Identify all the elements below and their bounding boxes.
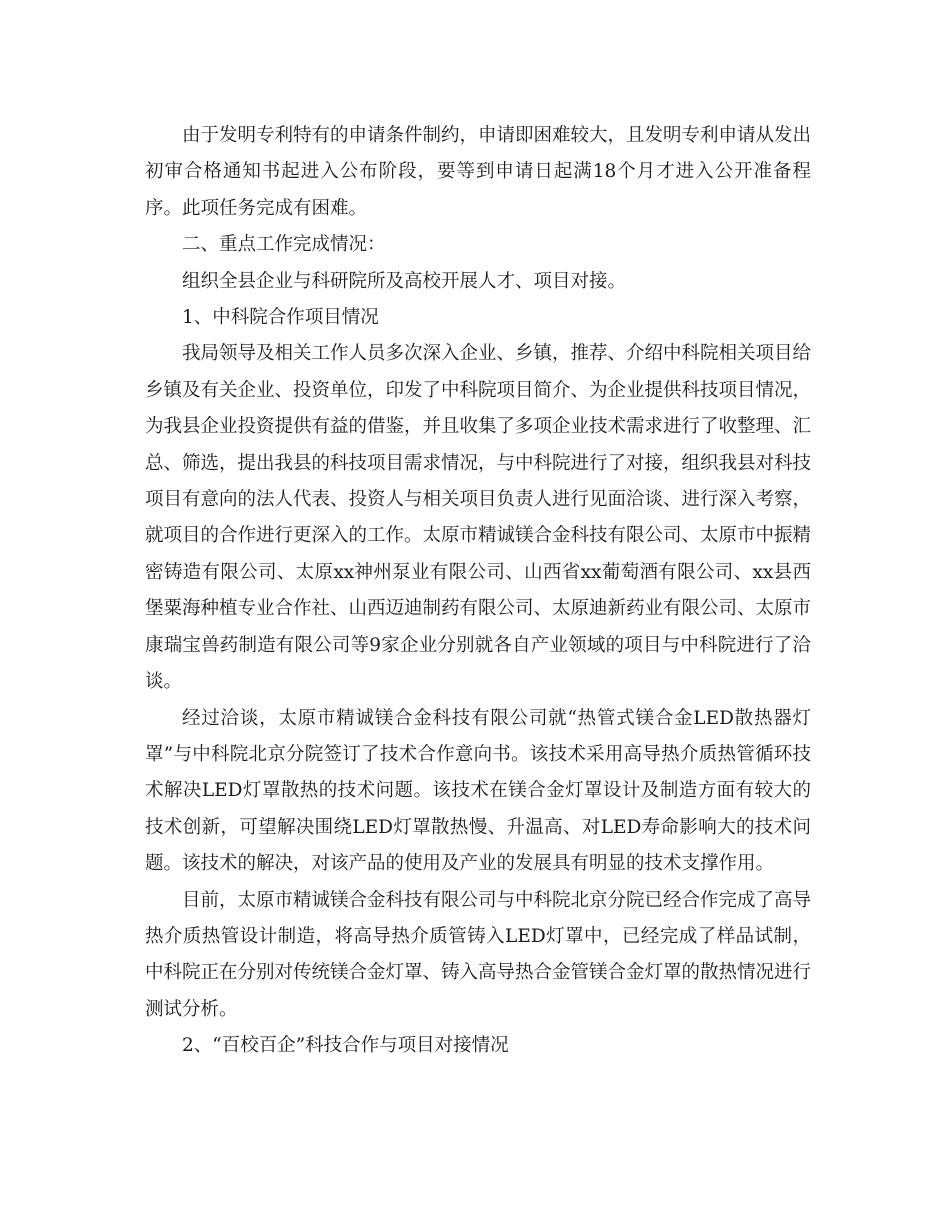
paragraph-led-agreement: 经过洽谈，太原市精诚镁合金科技有限公司就“热管式镁合金LED散热器灯罩”与中科院北京分院签订了技术合作意向书。该技术采用高导热介质热管循环技术解决LED灯罩散热的技术问题。该技术在镁合金灯罩设计及制造方面有较大的技术创新，可望解决围绕LED灯罩散热慢、升温高、对LED寿命影响大的技术问题。该技术的解决，对该产品的使用及产业的发展具有明显的技术支撑作用。	[145, 707, 811, 875]
subheading-cas-cooperation: 1、中科院合作项目情况	[182, 307, 379, 329]
paragraph-cas-projects: 我局领导及相关工作人员多次深入企业、乡镇，推荐、介绍中科院相关项目给乡镇及有关企业、投资单位，印发了中科院项目简介、为企业提供科技项目情况，为我县企业投资提供有益的借鉴，并且收集了多项企业技术需求进行了收整理、汇总、筛选，提出我县的科技项目需求情况，与中科院进行了对接，组织我县对科技项目有意向的法人代表、投资人与相关项目负责人进行见面洽谈、进行深入考察，就项目的合作进行更深入的工作。太原市精诚镁合金科技有限公司、太原市中振精密铸造有限公司、太原xx神州泵业有限公司、山西省xx葡萄酒有限公司、xx县西堡粟海种植专业合作社、山西迈迪制药有限公司、太原迪新药业有限公司、太原市康瑞宝兽药制造有限公司等9家企业分别就各自产业领域的项目与中科院进行了洽谈。	[145, 343, 812, 693]
document-body	[145, 118, 811, 1065]
paragraph-current-progress: 目前，太原市精诚镁合金科技有限公司与中科院北京分院已经合作完成了高导热介质热管设计制造，将高导热介质管铸入LED灯罩中，已经完成了样品试制，中科院正在分别对传统镁合金灯罩、铸入高导热合金管镁合金灯罩的散热情况进行测试分析。	[145, 889, 812, 1020]
paragraph-patent-difficulty: 由于发明专利特有的申请条件制约，申请即困难较大，且发明专利申请从发出初审合格通知书起进入公布阶段，要等到申请日起满18个月才进入公开准备程序。此项任务完成有困难。	[145, 125, 812, 219]
paragraph-talent-docking: 组织全县企业与科研院所及高校开展人才、项目对接。	[182, 270, 627, 292]
subheading-hundred-schools: 2、“百校百企”科技合作与项目对接情况	[182, 1035, 509, 1057]
section-heading-key-work: 二、重点工作完成情况：	[182, 234, 386, 256]
